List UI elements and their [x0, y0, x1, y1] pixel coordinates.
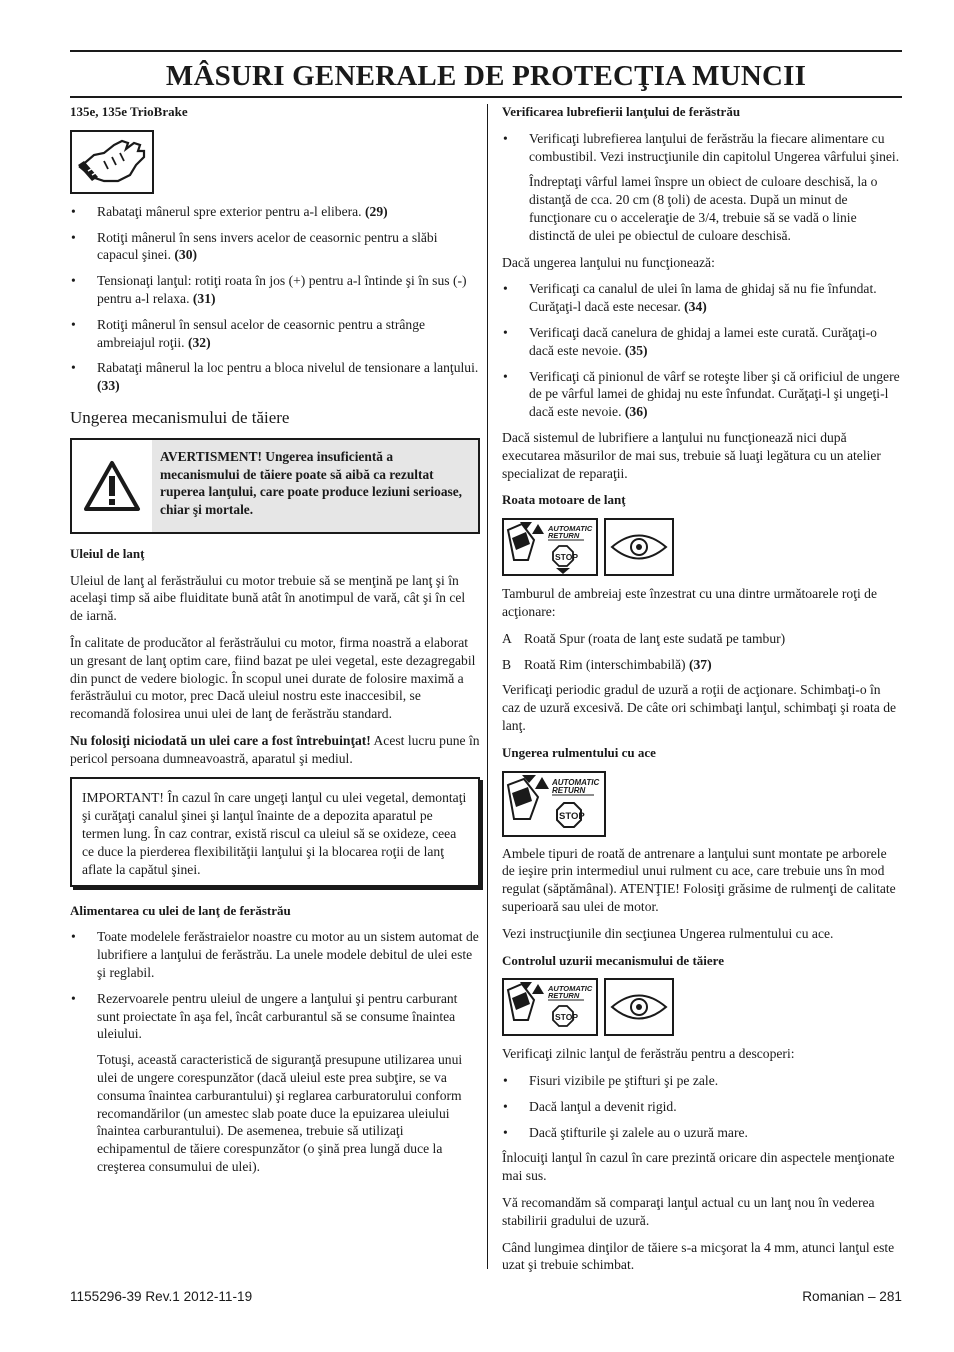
feed-heading: Alimentarea cu ulei de lanţ de ferăstrău	[70, 902, 291, 918]
drive-icons	[502, 518, 902, 576]
footer-page-number: Romanian – 281	[802, 1289, 902, 1304]
drive-option-b: B Roată Rim (interschimbabilă) (37)	[502, 656, 712, 672]
warning-triangle-icon	[72, 460, 152, 512]
list-item: • Verificaţi ca canalul de ulei în lama de ghidaj să nu fie înfundat. Curăţaţi-l dacă este necesar. (34)	[502, 280, 902, 316]
right-column	[502, 103, 902, 1283]
bearing-paragraph: Ambele tipuri de roată de antrenare a lanţului sunt montate pe arborele de ieşire prin intermediul unui rulment cu ace, care trebuie uns în mod regulat (săptămânal). ATENŢIE! Folosiţi grăsime de rulmenţi de calitate superioară sau ulei de motor.	[502, 845, 896, 914]
automatic-return-stop-icon	[502, 518, 598, 576]
warning-text: AVERTISMENT! Ungerea insuficientă a mecanismului de tăiere poate să aibă ca rezultat ruperea lanţului, care poate produce leziuni serioase, chiar şi mortale.	[152, 440, 478, 532]
list-item: • Rotiţi mânerul în sens invers acelor de ceasornic pentru a slăbi capacul şinei. (30)	[70, 229, 480, 265]
svg-text:STOP: STOP	[555, 552, 578, 563]
oil-paragraph: Uleiul de lanţ al ferăstrăului cu motor trebuie să se menţină pe lanţ şi în acelaşi timp să aibe fluiditate bună atât în anotimpul de vară, cât şi în cel de iarnă.	[70, 572, 466, 624]
list-item: • Fisuri vizibile pe ştifturi şi pe zale.	[502, 1072, 902, 1090]
check-continuation: Îndreptaţi vârful lamei înspre un obiect de culoare deschisă, la o distanţă de cca. 20 cm (8 ţoli) de acesta. După un minut de funcţionare cu o acceleraţie de 3/4, trebuie să se vadă o linie distinctă de ulei pe obiectul de culoare deschisă.	[529, 174, 878, 243]
automatic-return-stop-icon	[502, 771, 606, 837]
column-divider	[487, 104, 488, 1269]
tension-steps-list	[70, 203, 480, 395]
not-working-intro: Dacă ungerea lanţului nu funcţionează:	[502, 254, 715, 270]
oil-paragraph: În calitate de producător al ferăstrăului cu motor, firma noastră a elaborat un gresant de lanţ optim care, fiind bazat pe ulei vegetal, este dezagregabil din punct de vedere biologic. În scopul unei durate de folosire maximă a ferăstrăului cu motor, prec Dacă uleiul nostru este inaccesibil, se recomandă folosirea unui ulei de lanţ de ferăstrău standard.	[70, 634, 476, 722]
bearing-heading: Ungerea rulmentului cu ace	[502, 744, 656, 760]
wear-paragraph: Înlocuiţi lanţul în cazul în care prezintă oricare din aspectele menţionate mai sus.	[502, 1150, 895, 1184]
page-title: MÂSURI GENERALE DE PROTECŢIA MUNCII	[165, 60, 807, 92]
list-item: • Dacă lanţul a devenit rigid.	[502, 1098, 902, 1116]
feed-continuation: Totuşi, această caracteristică de siguranţă presupune utilizarea unui ulei de ungere corespunzător (dacă uleiul este prea subţire, se va consuma înaintea carburantului) şi reglarea carburatorului conform recomandărilor (un amestec slab poate duce la epuizarea uleiului înaintea carburantului). De asemenea, trebuie să utilizaţi echipamentul de tăiere corespunzător (o şină prea lungă duce la creşterea consumului de ulei).	[97, 1052, 463, 1174]
list-item: • Verificaţi că pinionul de vârf se roteşte liber şi că orificiul de ungere de pe vârful lamei de ghidaj nu este înfundat. Curăţaţi-l şi ungeţi-l dacă este nevoie. (36)	[502, 368, 902, 421]
drive-heading: Roata motoare de lanţ	[502, 492, 626, 508]
list-item: • Tensionaţi lanţul: rotiţi roata în jos (+) pentru a-l întinde şi în sus (-) pentru a-l relaxa. (31)	[70, 272, 480, 308]
svg-text:AUTOMATIC: AUTOMATIC	[552, 777, 600, 787]
important-box: IMPORTANT! În cazul în care ungeţi lanţul cu ulei vegetal, demontaţi şi curăţaţi canalul şinei şi lanţul înainte de a depozita aparatul pe termen lung. În caz contrar, există riscul ca uleiul să se oxideze, ceea ce duce la pierderea flexibilităţii lanţului şi la blocarea roţii de lanţ aflate la capătul şinei.	[70, 777, 480, 887]
check-heading: Verificarea lubrefierii lanţului de ferăstrău	[502, 104, 741, 119]
wear-paragraph: Verificaţi zilnic lanţul de ferăstrău pentru a descoperi:	[502, 1046, 795, 1062]
svg-text:STOP: STOP	[555, 1012, 578, 1023]
workshop-paragraph: Dacă sistemul de lubrifiere a lanţului nu funcţionează nici după executarea măsurilor de mai sus, trebuie să luaţi legătura cu un atelier specializat de reparaţii.	[502, 429, 881, 481]
svg-text:RETURN: RETURN	[548, 991, 580, 1001]
list-item: • Rezervoarele pentru uleiul de ungere a lanţului şi pentru carburant sunt proiectate în aşa fel, încât carburantul să se consume înaintea uleiului.	[70, 990, 480, 1043]
left-column	[70, 103, 480, 1185]
glove-icon	[70, 130, 154, 194]
eye-icon	[604, 518, 674, 576]
oil-warning-paragraph: Nu folosiţi niciodată un ulei care a fost întrebuinţat! Acest lucru pune în pericol persoana dumneavoastră, aparatul şi mediul.	[70, 732, 480, 766]
eye-icon	[604, 978, 674, 1036]
svg-text:RETURN: RETURN	[552, 785, 586, 795]
wear-list	[502, 1072, 902, 1141]
svg-text:AUTOMATIC: AUTOMATIC	[548, 524, 593, 534]
oil-heading: Uleiul de lanţ	[70, 545, 145, 561]
wear-heading: Controlul uzurii mecanismului de tăiere	[502, 952, 724, 968]
check-list	[502, 130, 902, 166]
bearing-paragraph: Vezi instrucţiunile din secţiunea Ungerea rulmentului cu ace.	[502, 925, 834, 941]
list-item: • Rabataţi mânerul spre exterior pentru a-l elibera. (29)	[70, 203, 480, 221]
warning-box	[70, 438, 480, 534]
list-item: • Rabataţi mânerul la loc pentru a bloca nivelul de tensionare a lanţului. (33)	[70, 359, 480, 395]
svg-text:AUTOMATIC: AUTOMATIC	[548, 984, 593, 994]
list-item: • Toate modelele ferăstraielor noastre cu motor au un sistem automat de lubrifiere a lanţului de ferăstrău. La unele modele debitul de ulei este şi reglabil.	[70, 928, 480, 981]
list-item: • Dacă ştifturile şi zalele au o uzură mare.	[502, 1124, 902, 1142]
svg-text:STOP: STOP	[559, 810, 585, 822]
drive-option-a: A Roată Spur (roata de lanţ este sudată pe tambur)	[502, 630, 786, 646]
automatic-return-stop-icon	[502, 978, 598, 1036]
drive-paragraph: Tamburul de ambreiaj este înzestrat cu una dintre următoarele roţi de acţionare:	[502, 586, 877, 619]
footer-doc-id: 1155296-39 Rev.1 2012-11-19	[70, 1289, 253, 1304]
wear-paragraph: Vă recomandăm să comparaţi lanţul actual cu un lanţ nou în vederea stabilirii gradului de uzură.	[502, 1195, 875, 1228]
list-item: • Verificaţi lubrefierea lanţului de ferăstrău la fiecare alimentare cu combustibil. Vezi instrucţiunile din capitolul Ungerea vârfului şinei.	[502, 130, 902, 166]
svg-text:RETURN: RETURN	[548, 531, 580, 541]
list-item: • Rotiţi mânerul în sensul acelor de ceasornic pentru a strânge ambreiajul roţii. (32)	[70, 316, 480, 352]
not-working-list	[502, 280, 902, 421]
wear-paragraph: Când lungimea dinţilor de tăiere s-a micşorat la 4 mm, atunci lanţul este uzat şi trebuie schimbat.	[502, 1239, 895, 1273]
feed-list	[70, 928, 480, 1043]
page-header	[70, 50, 902, 98]
list-item: • Verificaţi dacă canelura de ghidaj a lamei este curată. Curăţaţi-o dacă este nevoie. (35)	[502, 324, 902, 360]
section-title: Ungerea mecanismului de tăiere	[70, 407, 290, 427]
wear-icons	[502, 978, 902, 1036]
drive-paragraph: Verificaţi periodic gradul de uzură a roţii de acţionare. Schimbaţi-o în caz de uzură excesivă. De câte ori schimbaţi lanţul, schimbaţi şi roata de lanţ.	[502, 682, 897, 733]
model-heading: 135e, 135e TrioBrake	[70, 104, 188, 119]
